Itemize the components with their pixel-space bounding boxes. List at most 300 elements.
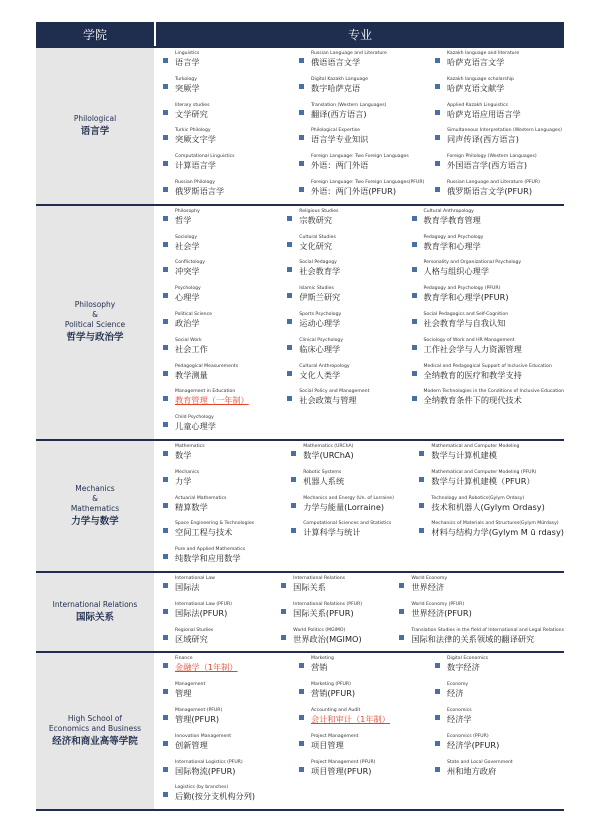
bullet-square-icon [435, 715, 440, 720]
bullet-square-icon [299, 741, 304, 746]
faculty-section [36, 571, 564, 651]
faculty-cell [36, 653, 156, 809]
major-text [293, 602, 362, 619]
bullet-square-icon [435, 187, 440, 192]
major-text [175, 628, 213, 645]
major-text [175, 180, 224, 197]
major-name-en: Finance [175, 656, 193, 662]
major-name-zh: 项目管理 [311, 739, 344, 750]
major-name-zh: 社会教育学与自我认知 [423, 317, 506, 328]
major-text [175, 656, 238, 673]
major-item [428, 758, 564, 784]
major-name-zh: 力学 [175, 475, 192, 486]
major-item [428, 680, 564, 706]
major-text [424, 235, 484, 252]
bullet-square-icon [163, 267, 168, 272]
major-text [175, 576, 215, 593]
major-item [156, 233, 280, 259]
bullet-square-icon [299, 110, 304, 115]
faculty-name-zh: 经济和商业高等学院 [52, 736, 138, 748]
major-name-zh: 全纳教育条件下的现代技术 [423, 395, 522, 406]
bullet-square-icon [163, 715, 168, 720]
bullet-square-icon [163, 554, 168, 559]
major-name-en: Mathematics (URChA) [303, 443, 354, 449]
major-text [431, 444, 519, 461]
major-item [280, 336, 404, 362]
bullet-square-icon [299, 161, 304, 166]
major-name-en: Marketing [311, 656, 334, 662]
major-name-en: State and Local Government [447, 759, 513, 765]
major-name-zh: 经济学(PFUR) [447, 739, 500, 750]
major-text [175, 470, 199, 487]
bullet-square-icon [412, 345, 417, 350]
major-item [156, 574, 274, 600]
major-name-zh-highlighted: 金融学（1年制） [175, 662, 238, 673]
major-name-en: Kazakh language scholarship [447, 76, 514, 82]
major-name-zh: 数字哈萨克语 [311, 82, 361, 93]
major-text [424, 389, 565, 406]
major-name-en: Translation (Western Languages) [311, 102, 387, 108]
major-text [303, 444, 354, 461]
bullet-square-icon [299, 58, 304, 63]
major-text [447, 734, 499, 751]
faculty-name-en: High School of Economics and Business [48, 714, 142, 734]
faculty-name-zh: 力学与数学 [71, 515, 119, 527]
major-name-en: Management (PFUR) [175, 707, 223, 713]
major-item [156, 101, 292, 127]
bullet-square-icon [163, 609, 168, 614]
major-item [292, 654, 428, 680]
major-item [292, 126, 428, 152]
major-text [175, 312, 212, 329]
major-name-zh: 世界经济(PFUR) [411, 607, 472, 618]
bullet-square-icon [412, 216, 417, 221]
major-item [284, 519, 412, 545]
major-name-zh: 心理学 [175, 292, 200, 303]
major-item [284, 442, 412, 468]
major-name-en: World Politics (MGIMO) [293, 627, 346, 633]
bullet-square-icon [291, 477, 296, 482]
major-item [405, 233, 565, 259]
major-text [303, 470, 344, 487]
faculty-section [36, 204, 564, 439]
major-text [299, 312, 341, 329]
bullet-square-icon [287, 216, 292, 221]
major-item [156, 413, 280, 439]
major-name-en: International Law (PFUR) [175, 601, 232, 607]
major-text [299, 389, 369, 406]
major-name-en: Pure and Applied Mathematics [175, 547, 246, 553]
major-name-en: Pedagogy and Psychology (PFUR) [423, 286, 501, 292]
major-name-en: Cultural Anthropology [299, 363, 350, 369]
bullet-square-icon [287, 371, 292, 376]
major-name-en: Management in Education [175, 389, 236, 395]
bullet-square-icon [419, 477, 424, 482]
major-name-en: Computational Sciences and Statistics [303, 521, 392, 527]
major-text [299, 338, 343, 355]
major-name-zh: 数学 [175, 449, 192, 460]
bullet-square-icon [163, 503, 168, 508]
major-text [311, 51, 387, 68]
major-name-zh: 区域研究 [175, 633, 208, 644]
major-item [292, 152, 428, 178]
sections [36, 46, 564, 811]
major-name-en: Mathematical and Computer Modeling [431, 443, 520, 449]
major-name-zh: 机器人系统 [303, 475, 345, 486]
major-name-en: Computational Linguistics [175, 154, 235, 160]
bullet-square-icon [435, 767, 440, 772]
major-text [299, 286, 340, 303]
major-item [156, 783, 292, 809]
major-text [431, 470, 536, 487]
major-text [447, 656, 488, 673]
bullet-square-icon [412, 371, 417, 376]
major-text [447, 180, 540, 197]
bullet-square-icon [163, 528, 168, 533]
major-item [392, 600, 564, 626]
bullet-square-icon [419, 503, 424, 508]
major-name-en: Clinical Psychology [299, 337, 344, 343]
faculty-name-zh: 哲学与政治学 [66, 332, 124, 344]
bullet-square-icon [281, 609, 286, 614]
major-name-zh: 材料与结构力学(Gylym M ū rdasy) [431, 527, 564, 538]
major-item [156, 258, 280, 284]
major-item [292, 706, 428, 732]
bullet-square-icon [163, 635, 168, 640]
major-name-zh: 国际法(PFUR) [175, 607, 228, 618]
major-text [424, 260, 522, 277]
major-name-en: Russian Philology [175, 179, 215, 185]
major-name-zh: 社会工作 [175, 343, 208, 354]
major-text [431, 521, 564, 538]
faculty-section [36, 651, 564, 811]
bullet-square-icon [435, 135, 440, 140]
major-text [311, 154, 409, 171]
major-name-zh: 数学(URChA) [303, 449, 354, 460]
major-item [405, 310, 565, 336]
major-name-zh: 精算数学 [175, 501, 208, 512]
major-name-zh-highlighted: 会计和审计（1年制） [311, 713, 390, 724]
bullet-square-icon [435, 663, 440, 668]
major-text [175, 708, 222, 725]
major-name-zh: 全纳教育的医疗和教学支持 [423, 369, 522, 380]
faculty-section [36, 439, 564, 571]
major-text [175, 51, 200, 68]
major-name-en: Pedagogy and Psychology [423, 234, 484, 240]
major-text [175, 682, 205, 699]
major-text [411, 576, 447, 593]
major-text [311, 656, 334, 673]
bullet-square-icon [299, 187, 304, 192]
major-text [447, 708, 472, 725]
bullet-square-icon [419, 528, 424, 533]
faculty-name-en: Mechanics & Mathematics [70, 483, 120, 513]
major-name-zh: 社会学 [175, 240, 200, 251]
major-text [175, 235, 200, 252]
major-name-zh: 州和地方政府 [447, 765, 497, 776]
bullet-square-icon [299, 663, 304, 668]
bullet-square-icon [287, 319, 292, 324]
bullet-square-icon [163, 187, 168, 192]
faculty-name-en: International Relations [52, 600, 138, 610]
bullet-square-icon [163, 396, 168, 401]
major-name-en: Mechanics and Energy (Un. of Lorraine) [303, 495, 394, 501]
major-item [392, 626, 564, 652]
major-item [292, 101, 428, 127]
major-text [311, 708, 390, 725]
major-item [428, 732, 564, 758]
major-text [175, 521, 254, 538]
major-text [447, 103, 521, 120]
major-item [156, 519, 284, 545]
major-name-zh: 营销(PFUR) [311, 688, 356, 699]
major-text [175, 286, 201, 303]
major-text [175, 496, 226, 513]
major-text [447, 128, 562, 145]
faculty-section [36, 46, 564, 204]
faculty-name-en: Philosophy & Political Science [64, 300, 126, 330]
major-text [299, 364, 349, 381]
major-name-en: Conflictology [175, 260, 205, 266]
major-text [175, 547, 245, 564]
bullet-square-icon [163, 689, 168, 694]
major-name-en: World Economy [411, 575, 448, 581]
major-item [412, 519, 564, 545]
major-text [175, 760, 243, 777]
major-item [156, 468, 284, 494]
major-name-en: Foreign Philology (Western Languages) [447, 154, 537, 160]
major-item [292, 178, 428, 204]
major-item [156, 442, 284, 468]
bullet-square-icon [435, 110, 440, 115]
major-name-zh: 俄罗斯语言学 [175, 185, 225, 196]
bullet-square-icon [291, 528, 296, 533]
major-name-zh: 计算科学与统计 [303, 527, 361, 538]
major-text [293, 576, 345, 593]
major-name-zh: 项目管理(PFUR) [311, 765, 372, 776]
major-name-zh: 外国语言学(西方语言) [447, 160, 528, 171]
major-item [428, 178, 564, 204]
major-name-en: Management [175, 682, 206, 688]
major-name-en: Turkic Philology [175, 128, 211, 134]
major-item [156, 706, 292, 732]
major-item [405, 336, 565, 362]
major-name-zh: 哲学 [175, 214, 192, 225]
major-item [280, 207, 404, 233]
major-name-zh: 国际和法律的关系领域的翻译研究 [411, 633, 535, 644]
major-item [280, 284, 404, 310]
major-name-en: Turkology [175, 76, 197, 82]
major-name-zh: 管理 [175, 688, 192, 699]
majors-grid [156, 441, 564, 571]
major-name-en: Sociology of Work and HR Management [423, 337, 515, 343]
major-name-zh: 国际物流(PFUR) [175, 765, 236, 776]
major-name-zh: 数学与计算机建模 [431, 449, 497, 460]
bullet-square-icon [163, 135, 168, 140]
major-item [284, 494, 412, 520]
faculty-name-zh: 语言学 [80, 125, 110, 137]
major-name-en: Cultural Anthropology [423, 208, 474, 214]
major-text [175, 444, 205, 461]
major-item [156, 732, 292, 758]
major-name-zh: 纯数学和应用数学 [175, 553, 241, 564]
major-text [299, 260, 340, 277]
major-item [156, 545, 284, 571]
major-text [411, 628, 564, 645]
major-item [392, 574, 564, 600]
major-item [280, 233, 404, 259]
major-name-zh: 社会政策与管理 [299, 395, 357, 406]
major-name-zh: 外语：两门外语(PFUR) [311, 185, 397, 196]
major-name-en: Linguistics [175, 51, 200, 56]
major-item [428, 49, 564, 75]
major-name-en: Pedagogical Measurements [175, 363, 239, 369]
major-text [311, 128, 368, 145]
major-text [424, 209, 481, 226]
major-name-en: Medical and Pedagogical Support of Inclusive Education [423, 363, 552, 369]
major-name-en: Digital Economics [447, 656, 488, 662]
majors-grid [156, 48, 564, 204]
major-name-en: Economics [447, 707, 472, 713]
bullet-square-icon [163, 741, 168, 746]
major-name-zh: 社会教育学 [299, 266, 341, 277]
major-item [412, 442, 564, 468]
faculty-header: 学院 [36, 22, 156, 46]
bullet-square-icon [163, 583, 168, 588]
major-item [292, 75, 428, 101]
major-text [175, 364, 238, 381]
major-name-zh: 俄罗斯语言文学(PFUR) [447, 185, 533, 196]
major-text [431, 496, 544, 513]
major-name-en: Child Psychology [175, 415, 214, 421]
bullet-square-icon [163, 345, 168, 350]
major-name-en: Philological Expertise [311, 128, 360, 134]
bullet-square-icon [291, 503, 296, 508]
major-name-zh: 教育学和心理学(PFUR) [423, 292, 509, 303]
bullet-square-icon [163, 477, 168, 482]
major-name-en: Project Management (PFUR) [311, 759, 376, 765]
major-name-zh: 俄语语言文学 [311, 57, 361, 67]
major-name-en: Islamic Studies [299, 286, 334, 292]
major-name-zh: 技术和机器人(Gylym Ordasy) [431, 501, 545, 512]
bullet-square-icon [435, 161, 440, 166]
bullet-square-icon [419, 451, 424, 456]
bullet-square-icon [299, 135, 304, 140]
bullet-square-icon [399, 583, 404, 588]
major-text [447, 682, 468, 699]
major-name-zh: 伊斯兰研究 [299, 292, 341, 303]
major-text [175, 389, 249, 406]
major-item [156, 178, 292, 204]
major-text [175, 338, 208, 355]
major-name-en: Project Management [311, 733, 359, 739]
major-item [428, 126, 564, 152]
faculty-cell [36, 441, 156, 571]
major-item [156, 387, 280, 413]
major-name-en: Simultaneous Interpretation (Western Languages) [447, 128, 562, 134]
major-name-en: Foreign Language: Two Foreign Languages [311, 154, 409, 160]
bullet-square-icon [281, 583, 286, 588]
major-item [274, 574, 392, 600]
bullet-square-icon [412, 396, 417, 401]
major-item [156, 654, 292, 680]
bullet-square-icon [281, 635, 286, 640]
major-item [156, 152, 292, 178]
major-name-en: Marketing (PFUR) [311, 682, 351, 688]
major-item [292, 758, 428, 784]
major-text [175, 602, 232, 619]
major-item [156, 362, 280, 388]
major-name-en: World Economy (PFUR) [411, 601, 465, 607]
major-text [175, 785, 255, 802]
major-name-en: Logistics (by branches) [175, 785, 229, 791]
major-name-en: Mathematical and Computer Modeling (PFUR) [431, 469, 537, 475]
major-name-zh: 计算语言学 [175, 160, 216, 171]
majors-grid [156, 653, 564, 809]
major-name-en: Mathematics [175, 443, 205, 449]
major-text [175, 260, 205, 277]
major-name-en: Robotic Systems [303, 469, 342, 475]
major-name-zh: 哈萨克语应用语言学 [447, 108, 521, 119]
major-name-en: Cultural Studies [299, 234, 336, 240]
bullet-square-icon [163, 216, 168, 221]
major-item [428, 101, 564, 127]
major-item [292, 732, 428, 758]
faculty-name-en: Philological [73, 113, 117, 123]
bullet-square-icon [163, 663, 168, 668]
major-text [311, 77, 368, 94]
major-text [299, 235, 336, 252]
major-item [156, 310, 280, 336]
major-name-en: Russian Language and Literature (PFUR) [447, 179, 540, 185]
major-item [156, 680, 292, 706]
major-item [156, 336, 280, 362]
major-name-en: Russian Language and Literature [311, 51, 387, 56]
major-name-en: Economy [447, 682, 469, 688]
bullet-square-icon [163, 293, 168, 298]
bullet-square-icon [163, 242, 168, 247]
bullet-square-icon [163, 58, 168, 63]
major-name-zh: 突厥文字学 [175, 134, 216, 145]
major-text [293, 628, 361, 645]
major-item [405, 362, 565, 388]
majors-table [36, 22, 564, 811]
major-name-en: Accounting and Audit [311, 707, 361, 713]
major-text [175, 734, 231, 751]
major-name-zh: 外语：两门外语 [311, 160, 369, 171]
major-name-en: Social Pedagogy [299, 260, 337, 266]
bullet-square-icon [163, 161, 168, 166]
major-name-zh: 人格与组织心理学 [423, 266, 490, 277]
major-name-zh: 儿童心理学 [175, 421, 216, 432]
major-text [175, 77, 200, 94]
major-item [274, 600, 392, 626]
major-item [405, 207, 565, 233]
major-name-zh: 管理(PFUR) [175, 713, 220, 724]
major-name-en: Social Work [175, 337, 202, 343]
majors-grid [156, 573, 564, 651]
major-name-zh: 政治学 [175, 317, 200, 328]
major-text [447, 154, 537, 171]
bullet-square-icon [435, 741, 440, 746]
major-item [280, 258, 404, 284]
major-name-en: Personality and Organizational Psychology [423, 260, 522, 266]
major-item [156, 758, 292, 784]
major-item [156, 75, 292, 101]
major-name-en: Sports Psychology [299, 311, 342, 317]
major-name-zh: 同声传译(西方语言) [447, 134, 519, 145]
major-name-zh: 运动心理学 [299, 317, 341, 328]
